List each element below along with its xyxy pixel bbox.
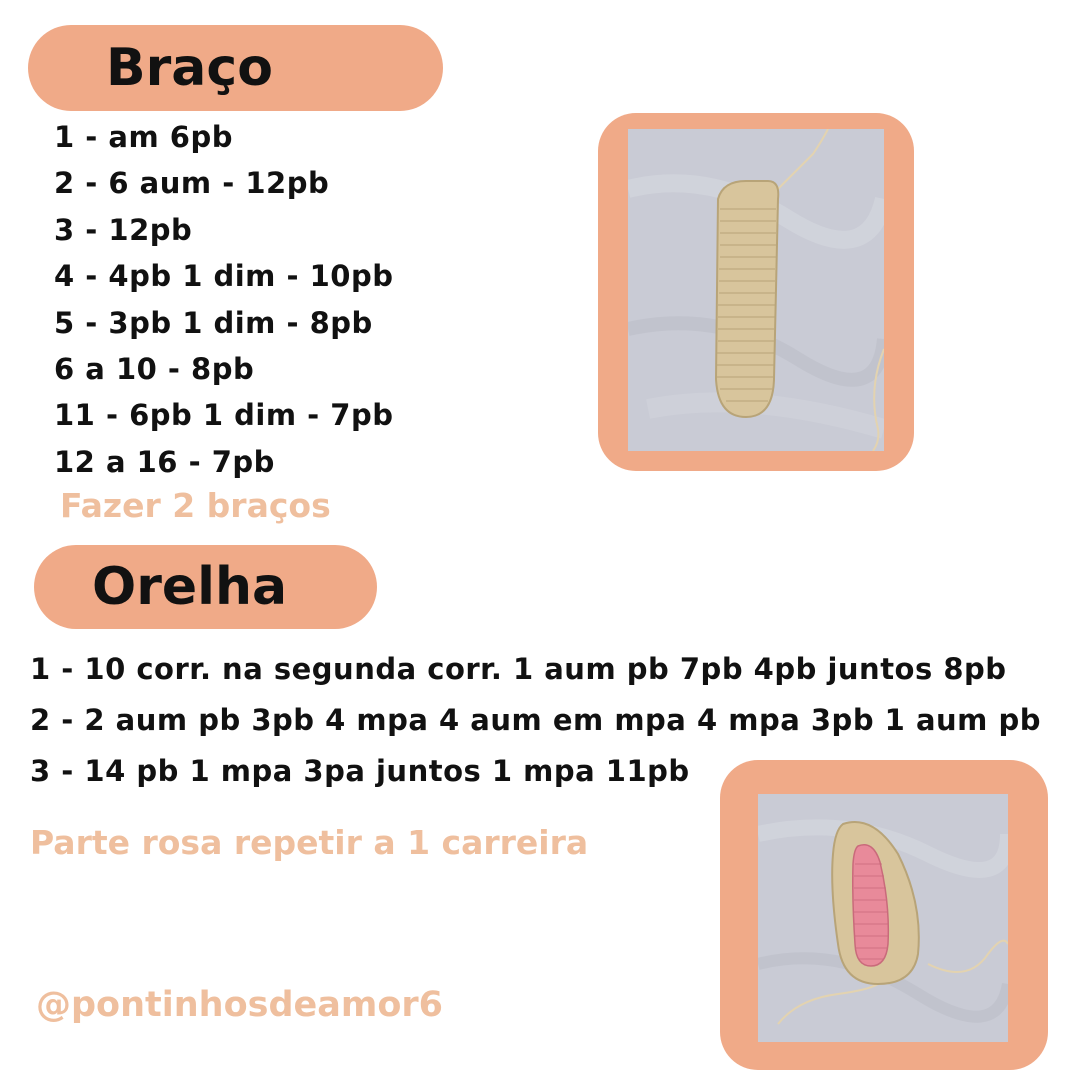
braco-row: 3 - 12pb <box>54 212 193 247</box>
braco-note: Fazer 2 braços <box>60 486 331 525</box>
instagram-handle: @pontinhosdeamor6 <box>36 985 443 1025</box>
arm-photo-frame <box>598 113 914 471</box>
braco-row: 1 - am 6pb <box>54 120 233 154</box>
braco-row: 2 - 6 aum - 12pb <box>54 166 330 201</box>
braco-row: 12 a 16 - 7pb <box>54 444 275 479</box>
orelha-note: Parte rosa repetir a 1 carreira <box>30 823 589 862</box>
orelha-row: 3 - 14 pb 1 mpa 3pa juntos 1 mpa 11pb <box>30 754 690 788</box>
braco-title: Braço <box>106 38 273 98</box>
ear-photo-frame <box>720 760 1048 1070</box>
braco-instructions <box>54 114 394 485</box>
crochet-arm-image <box>628 129 884 451</box>
orelha-row: 1 - 10 corr. na segunda corr. 1 aum pb 7pb 4pb juntos 8pb <box>30 652 1007 686</box>
arm-photo <box>628 129 884 451</box>
braco-row: 11 - 6pb 1 dim - 7pb <box>54 398 394 433</box>
braco-row: 5 - 3pb 1 dim - 8pb <box>54 305 373 340</box>
braco-row: 4 - 4pb 1 dim - 10pb <box>54 259 394 294</box>
orelha-row: 2 - 2 aum pb 3pb 4 mpa 4 aum em mpa 4 mpa 3pb 1 aum pb <box>30 703 1041 737</box>
crochet-ear-image <box>758 794 1008 1042</box>
ear-photo <box>758 794 1008 1042</box>
orelha-title: Orelha <box>92 557 288 617</box>
braco-row: 6 a 10 - 8pb <box>54 351 255 386</box>
braco-heading <box>28 25 443 111</box>
orelha-heading <box>34 545 377 629</box>
